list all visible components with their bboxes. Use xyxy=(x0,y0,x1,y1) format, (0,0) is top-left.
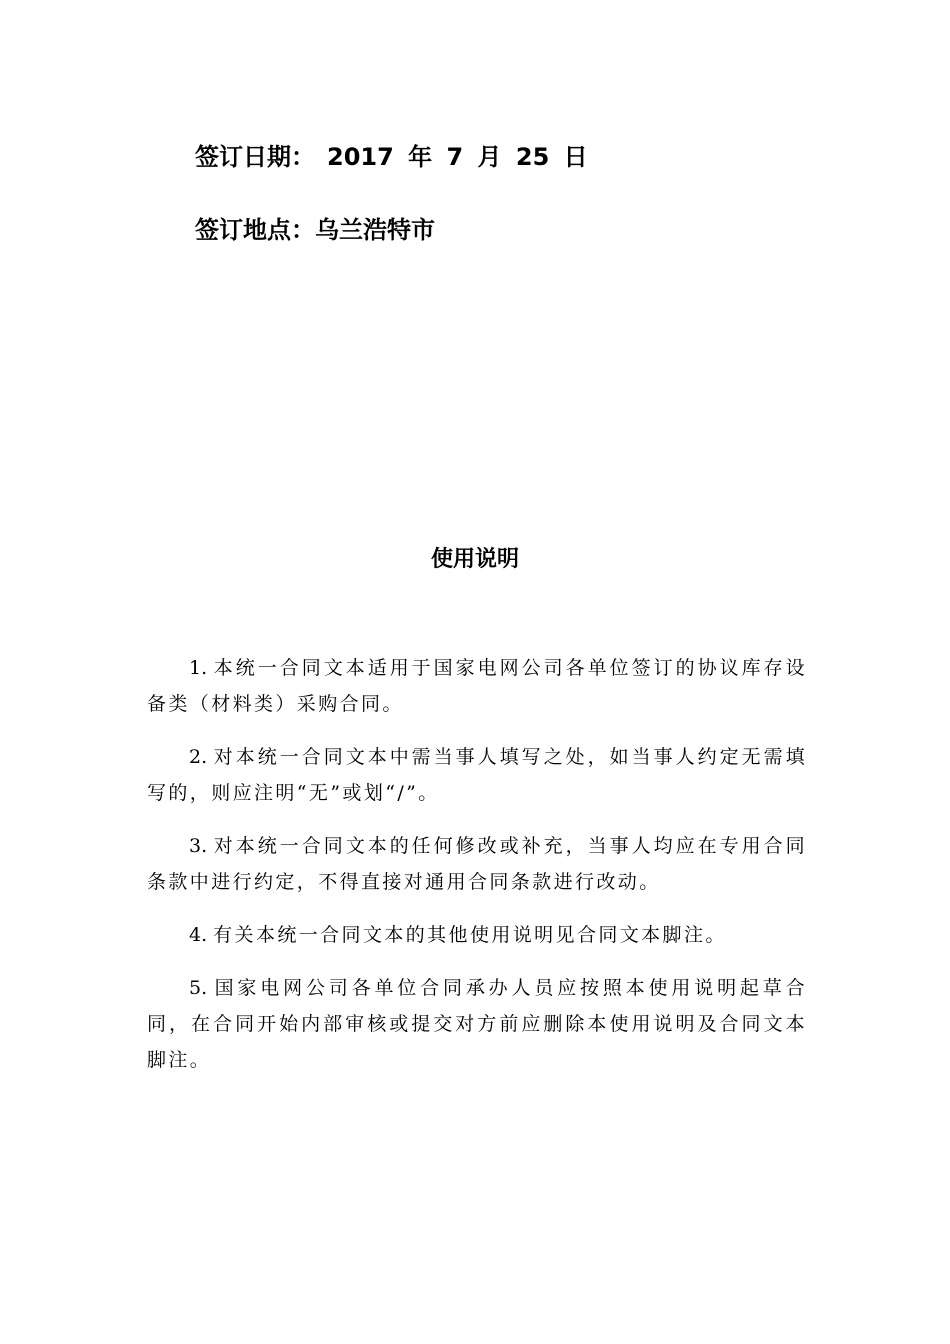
instruction-number: 1. xyxy=(189,657,208,679)
instruction-number: 2. xyxy=(189,746,208,768)
instruction-text: 对本统一合同文本中需当事人填写之处，如当事人约定无需填写的，则应注明“无”或划“/”。 xyxy=(147,746,807,804)
instruction-text: 国家电网公司各单位合同承办人员应按照本使用说明起草合同，在合同开始内部审核或提交对方前应删除本使用说明及合同文本脚注。 xyxy=(147,977,807,1071)
signing-date-value: 2017 年 7 月 25 日 xyxy=(327,143,588,171)
signing-place-label: 签订地点： xyxy=(195,216,315,244)
instruction-item xyxy=(147,828,807,900)
instruction-text: 本统一合同文本适用于国家电网公司各单位签订的协议库存设备类（材料类）采购合同。 xyxy=(147,657,807,715)
instruction-number: 3. xyxy=(189,835,208,857)
instruction-number: 4. xyxy=(189,924,208,946)
instruction-text: 对本统一合同文本的任何修改或补充，当事人均应在专用合同条款中进行约定，不得直接对通用合同条款进行改动。 xyxy=(147,835,807,893)
instruction-item xyxy=(147,739,807,811)
signing-place-value: 乌兰浩特市 xyxy=(315,216,435,244)
signing-date-label: 签订日期： xyxy=(195,143,315,171)
usage-instructions-title: 使用说明 xyxy=(430,547,519,572)
instruction-text: 有关本统一合同文本的其他使用说明见合同文本脚注。 xyxy=(213,924,727,946)
instruction-item xyxy=(147,650,807,722)
instruction-item xyxy=(147,917,807,953)
usage-instructions-list xyxy=(147,650,807,1095)
signing-date-line xyxy=(195,141,588,173)
signing-place-line xyxy=(195,214,435,246)
instruction-item xyxy=(147,970,807,1078)
instruction-number: 5. xyxy=(189,977,208,999)
